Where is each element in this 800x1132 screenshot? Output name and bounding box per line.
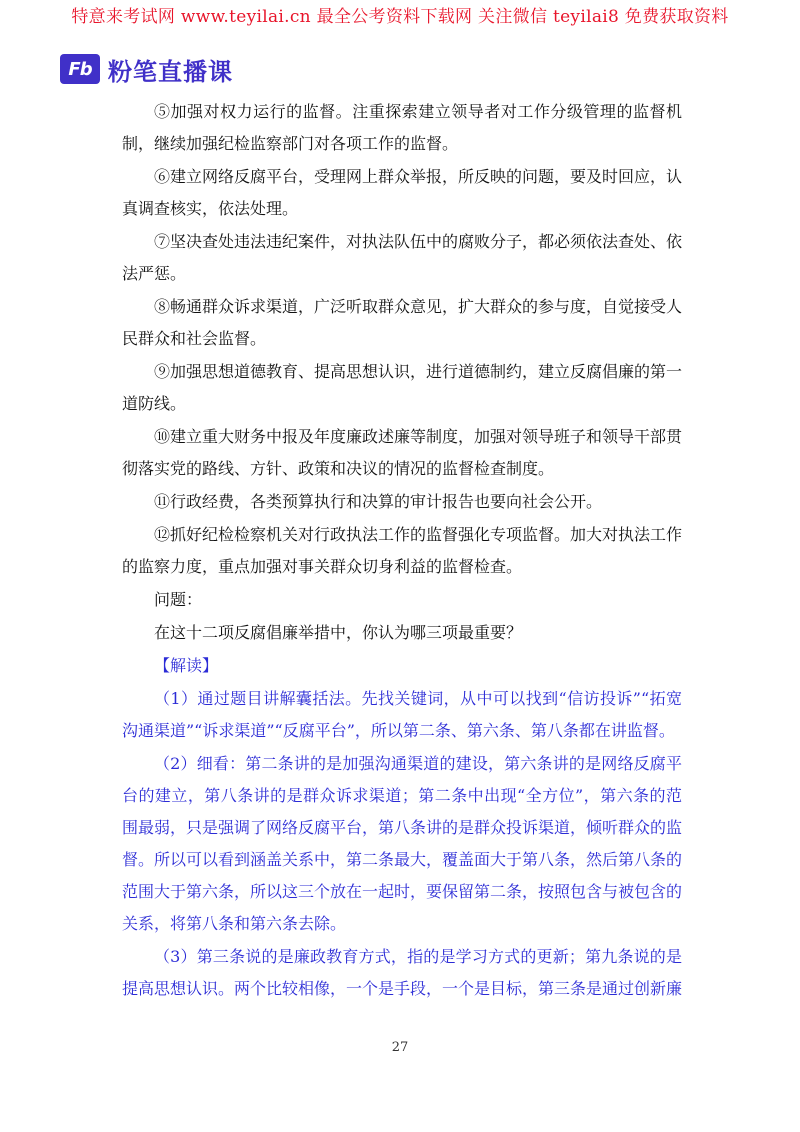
question-text: 在这十二项反腐倡廉举措中，你认为哪三项最重要？ — [154, 623, 523, 642]
brand-logo — [60, 52, 233, 86]
measure-item: ⑨加强思想道德教育、提高思想认识，进行道德制约，建立反腐倡廉的第一道防线。 — [122, 362, 683, 413]
measure-item: ⑫抓好纪检检察机关对行政执法工作的监督强化专项监督。加大对执法工作的监察力度，重点加强对事关群众切身利益的监督检查。 — [122, 525, 683, 576]
document-body — [122, 96, 682, 1006]
logo-mark-icon: Fb — [60, 54, 100, 84]
logo-text: 粉笔直播课 — [108, 57, 233, 86]
measure-item: ⑪行政经费，各类预算执行和决算的审计报告也要向社会公开。 — [154, 492, 603, 511]
page-number: 27 — [391, 1040, 409, 1055]
promo-banner: 特意来考试网 www.teyilai.cn 最全公考资料下载网 关注微信 teyilai8 免费获取资料 — [71, 7, 729, 27]
measure-item: ⑥建立网络反腐平台，受理网上群众举报，所反映的问题，要及时回应，认真调查核实，依法处理。 — [122, 167, 683, 218]
analysis-paragraph: （3）第三条说的是廉政教育方式，指的是学习方式的更新；第九条说的是提高思想认识。两个比较相像，一个是手段，一个是目标，第三条是通过创新廉 — [122, 947, 683, 998]
measure-item: ⑩建立重大财务中报及年度廉政述廉等制度，加强对领导班子和领导干部贯彻落实党的路线、方针、政策和决议的情况的监督检查制度。 — [122, 427, 683, 478]
measure-item: ⑤加强对权力运行的监督。注重探索建立领导者对工作分级管理的监督机制，继续加强纪检监察部门对各项工作的监督。 — [122, 102, 682, 153]
measure-item: ⑦坚决查处违法违纪案件，对执法队伍中的腐败分子，都必须依法查处、依法严惩。 — [122, 232, 683, 283]
question-label: 问题： — [154, 590, 203, 609]
analysis-paragraph: （2）细看：第二条讲的是加强沟通渠道的建设，第六条讲的是网络反腐平台的建立，第八条讲的是群众诉求渠道；第二条中出现“全方位”，第六条的范围最弱，只是强调了网络反腐平台，第八条讲的是群众投诉渠道，倾听群众的监督。所以可以看到涵盖关系中，第二条最大，覆盖面大于第八条，然后第八条的范围大于第六条，所以这三个放在一起时，要保留第二条，按照包含与被包含的关系，将第八条和第六条去除。 — [122, 754, 683, 933]
analysis-heading: 【解读】 — [154, 656, 219, 675]
measure-item: ⑧畅通群众诉求渠道，广泛听取群众意见，扩大群众的参与度，自觉接受人民群众和社会监督。 — [122, 297, 683, 348]
analysis-paragraph: （1）通过题目讲解囊括法。先找关键词，从中可以找到“信访投诉”“拓宽沟通渠道”“诉求渠道”“反腐平台”，所以第二条、第六条、第八条都在讲监督。 — [122, 689, 682, 740]
